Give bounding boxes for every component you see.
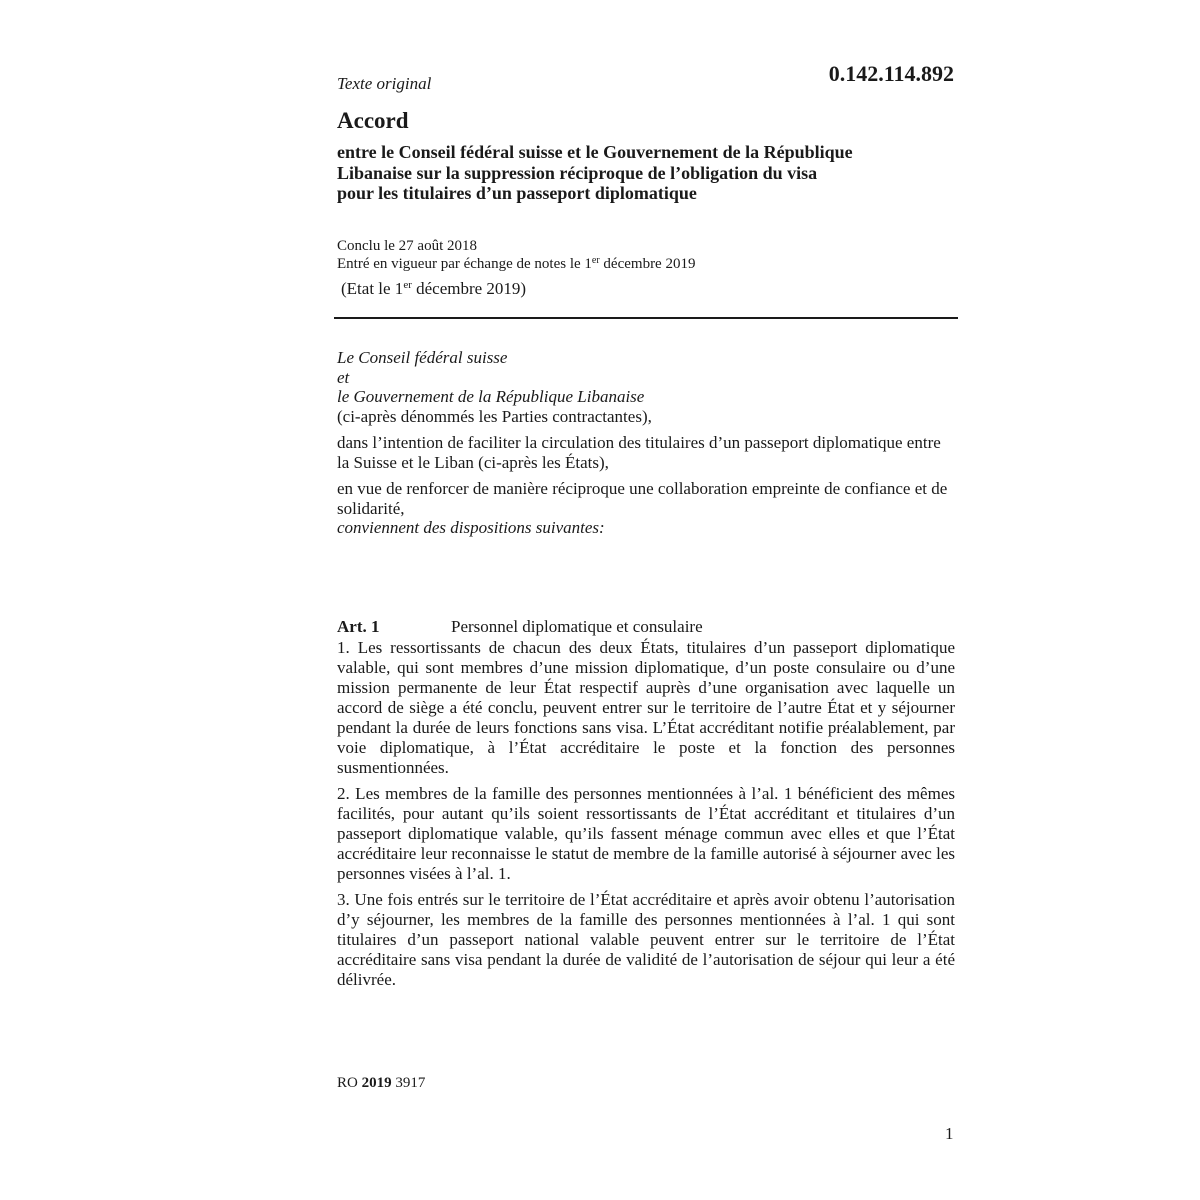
- subtitle-line: pour les titulaires d’un passeport diplomatique: [337, 183, 697, 203]
- subtitle-line: Libanaise sur la suppression réciproque de l’obligation du visa: [337, 162, 818, 183]
- article-1: [337, 617, 955, 996]
- article-paragraph: 1. Les ressortissants de chacun des deux États, titulaires d’un passeport diplomatique valable, qui sont membres d’une mission diplomatique, d’un poste consulaire ou d’une mission permanente de leur État respectif auprès d’une organisation avec laquelle un accord de siège a été conclu, peuvent entrer sur le territoire de l’autre État et y séjourner pendant la durée de leurs fonctions sans visa. L’État accréditant notifie préalablement, par voie diplomatique, à l’État accréditaire le poste et la fonction des personnes susmentionnées.: [337, 638, 955, 777]
- article-heading: [337, 617, 955, 637]
- concluded-date: Conclu le 27 août 2018: [337, 238, 477, 254]
- document-subtitle: [337, 142, 853, 204]
- page-number: 1: [945, 1124, 954, 1143]
- ro-reference: RO 2019 3917: [337, 1075, 426, 1091]
- parties-designation: (ci-après dénommés les Parties contractantes),: [337, 406, 652, 426]
- preamble-purpose: en vue de renforcer de manière réciproque une collaboration empreinte de confiance et de solidarité,: [337, 479, 948, 518]
- article-title: Personnel diplomatique et consulaire: [451, 617, 703, 636]
- article-number: Art. 1: [337, 617, 380, 636]
- conjunction: et: [337, 367, 350, 387]
- sr-number: 0.142.114.892: [828, 61, 954, 86]
- article-paragraph: 2. Les membres de la famille des personnes mentionnées à l’al. 1 bénéficient des mêmes facilités, pour autant qu’ils soient ressortissants de l’État accréditant et titulaires d’un passeport diplomatique valable, qu’ils fassent ménage commun avec elles et que l’État accréditaire leur reconnaisse le statut de membre de la famille autorisé à séjourner avec les personnes visées à l’al. 1.: [337, 784, 955, 883]
- party-one: Le Conseil fédéral suisse: [337, 348, 508, 367]
- article-paragraph: 3. Une fois entrés sur le territoire de l’État accréditaire et après avoir obtenu l’autorisation d’y séjourner, les membres de la famille des personnes mentionnées à l’al. 1 qui sont titulaires d’un passeport national valable peuvent entrer sur le territoire de l’État accréditaire sans visa pendant la durée de validité de l’autorisation de séjour qui leur a été délivrée.: [337, 890, 955, 989]
- preamble-intent: dans l’intention de faciliter la circulation des titulaires d’un passeport diplomatique entre la Suisse et le Liban (ci-après les États),: [337, 433, 941, 472]
- date-block: [337, 238, 695, 273]
- status-date: (Etat le 1er décembre 2019): [341, 279, 527, 298]
- document-title: Accord: [337, 108, 409, 133]
- entry-into-force-date: Entré en vigueur par échange de notes le 1er décembre 2019: [337, 254, 696, 272]
- header-divider: [334, 317, 958, 319]
- party-two: le Gouvernement de la République Libanaise: [337, 387, 645, 406]
- preamble: [337, 348, 955, 538]
- original-text-label: Texte original: [337, 74, 432, 93]
- preamble-agreement: conviennent des dispositions suivantes:: [337, 518, 605, 537]
- subtitle-line: entre le Conseil fédéral suisse et le Gouvernement de la République: [337, 142, 853, 162]
